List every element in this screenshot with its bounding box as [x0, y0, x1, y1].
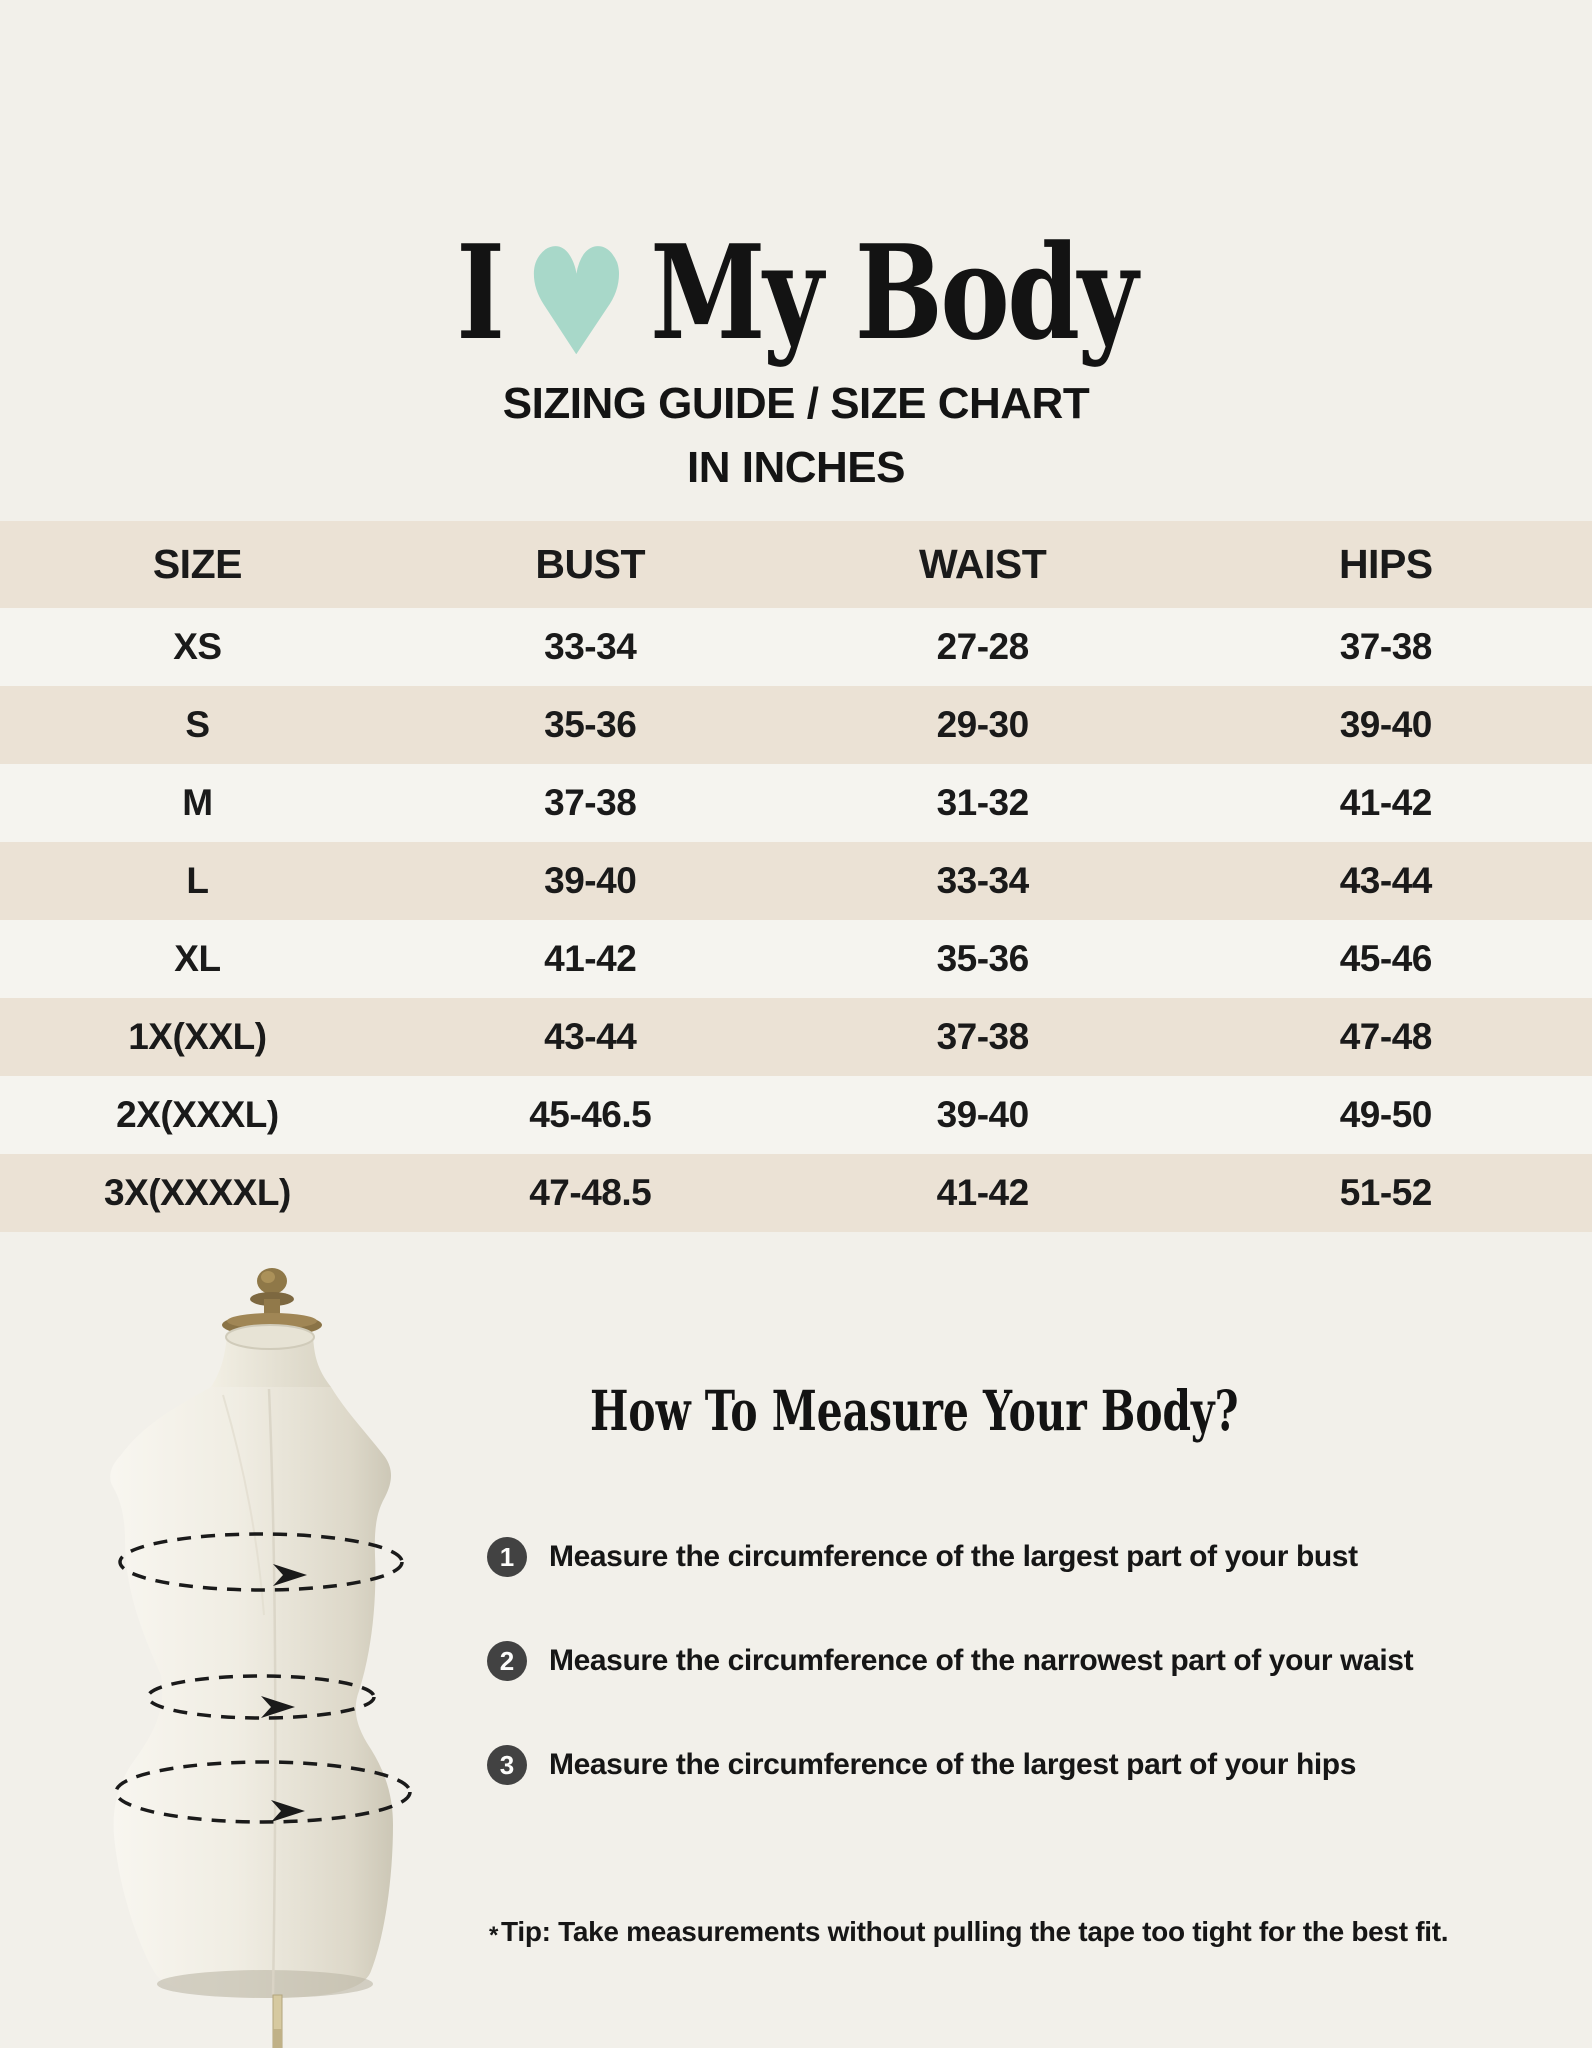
table-body	[0, 608, 1592, 1232]
header-cell-bust: BUST	[535, 541, 646, 587]
waist-cell: 33-34	[936, 860, 1029, 901]
tip-body: Tip: Take measurements without pulling the tape too tight for the best fit.	[501, 1916, 1449, 1947]
hips-cell: 41-42	[1339, 782, 1432, 823]
subtitle-line-2: IN INCHES	[687, 443, 905, 492]
step-1-badge: 1	[487, 1537, 527, 1577]
bust-cell: 39-40	[544, 860, 637, 901]
step-1-text: Measure the circumference of the largest part of your bust	[549, 1540, 1358, 1573]
bust-cell: 35-36	[544, 704, 637, 745]
hips-cell: 49-50	[1339, 1094, 1432, 1135]
table-row	[0, 1076, 1592, 1154]
measure-section-heading: How To Measure Your Body?	[589, 1378, 1239, 1443]
hips-cell: 47-48	[1339, 1016, 1432, 1057]
table-row	[0, 998, 1592, 1076]
title-suffix: My Body	[650, 216, 1136, 370]
header-cell-hips: HIPS	[1338, 541, 1433, 587]
measure-step	[487, 1641, 1487, 1681]
table-header-row	[0, 521, 1592, 608]
header-cell-size: SIZE	[152, 541, 242, 587]
size-cell: M	[182, 782, 213, 823]
waist-cell: 31-32	[936, 782, 1029, 823]
mannequin-dress-form-graphic	[55, 1255, 480, 2048]
waist-cell: 27-28	[936, 626, 1029, 667]
waist-cell: 39-40	[936, 1094, 1029, 1135]
size-cell: XL	[174, 938, 221, 979]
step-2-badge: 2	[487, 1641, 527, 1681]
subtitle-line-1: SIZING GUIDE / SIZE CHART	[502, 379, 1090, 428]
bust-cell: 43-44	[544, 1016, 637, 1057]
bust-cell: 37-38	[544, 782, 637, 823]
chart-subtitle	[0, 379, 1592, 492]
hips-cell: 37-38	[1339, 626, 1432, 667]
waist-cell: 37-38	[936, 1016, 1029, 1057]
title-prefix: I	[456, 216, 503, 370]
table-row	[0, 608, 1592, 686]
bust-cell: 41-42	[544, 938, 637, 979]
measure-step	[487, 1537, 1487, 1577]
table-row	[0, 1154, 1592, 1232]
waist-cell: 35-36	[936, 938, 1029, 979]
step-2-text: Measure the circumference of the narrowest part of your waist	[549, 1644, 1414, 1677]
mannequin-neck	[211, 1325, 331, 1387]
hips-cell: 39-40	[1339, 704, 1432, 745]
size-chart-table	[0, 521, 1592, 1232]
heart-icon: ♥	[523, 217, 630, 390]
waist-cell: 29-30	[936, 704, 1029, 745]
size-cell: 2X(XXXL)	[116, 1094, 279, 1135]
hips-cell: 51-52	[1339, 1172, 1432, 1213]
table-row	[0, 764, 1592, 842]
waist-cell: 41-42	[936, 1172, 1029, 1213]
step-3-text: Measure the circumference of the largest part of your hips	[549, 1748, 1357, 1781]
size-cell: 1X(XXL)	[128, 1016, 267, 1057]
stand-pole	[273, 1995, 282, 2048]
hips-cell: 43-44	[1339, 860, 1432, 901]
header-cell-waist: WAIST	[918, 541, 1047, 587]
size-cell: 3X(XXXXL)	[104, 1172, 291, 1213]
table-row	[0, 842, 1592, 920]
hips-cell: 45-46	[1339, 938, 1432, 979]
asterisk-marker: *	[489, 1922, 499, 1949]
table-row	[0, 686, 1592, 764]
bust-cell: 33-34	[544, 626, 637, 667]
size-cell: L	[186, 860, 209, 901]
measure-step	[487, 1745, 1487, 1785]
table-row	[0, 920, 1592, 998]
measure-steps-list	[487, 1537, 1487, 1849]
size-cell: XS	[173, 626, 222, 667]
bust-cell: 45-46.5	[529, 1094, 652, 1135]
bust-cell: 47-48.5	[529, 1172, 652, 1213]
page-title	[159, 215, 1433, 390]
size-cell: S	[185, 704, 210, 745]
tip-text	[489, 1916, 1448, 1950]
step-3-badge: 3	[487, 1745, 527, 1785]
